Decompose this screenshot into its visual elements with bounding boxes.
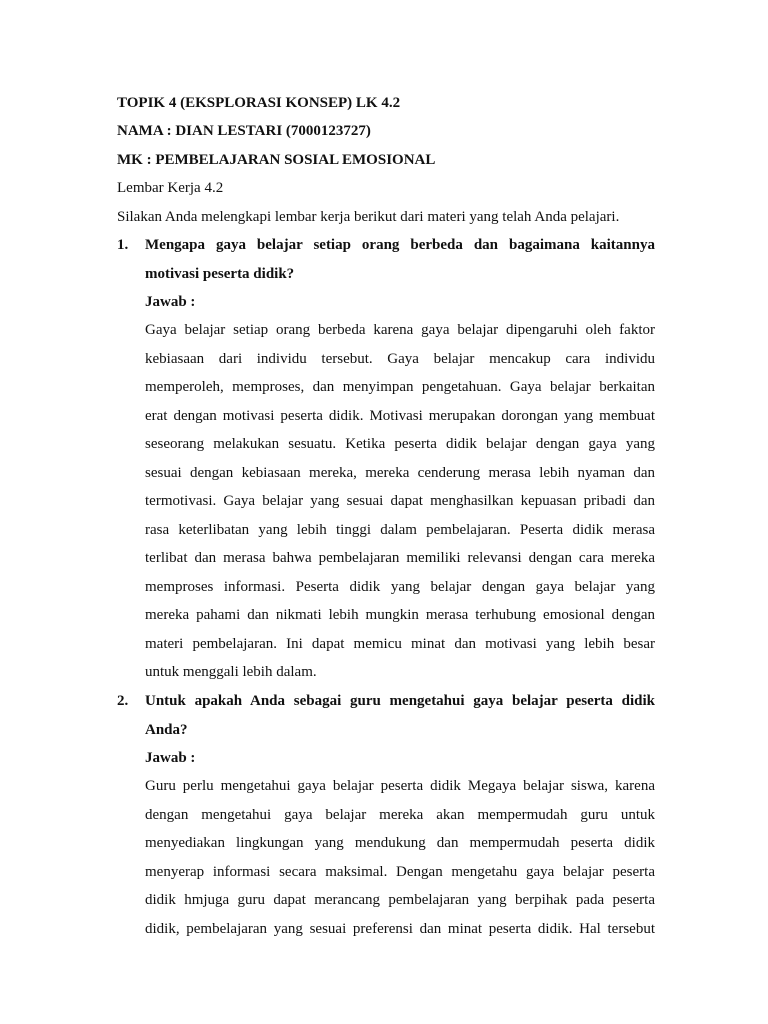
topic-heading: TOPIK 4 (EKSPLORASI KONSEP) LK 4.2 (117, 95, 401, 111)
answer-line: kebiasaan dari individu tersebut. Gaya belajar mencakup cara individu (145, 350, 655, 367)
answer-line: rasa keterlibatan yang lebih tinggi dalam pembelajaran. Peserta didik merasa (145, 521, 655, 538)
answer-line: didik, pembelajaran yang sesuai preferensi dan minat peserta didik. Hal tersebut (145, 920, 655, 937)
answer-line: Gaya belajar setiap orang berbeda karena gaya belajar dipengaruhi oleh faktor (145, 322, 655, 338)
answer-line: seseorang melakukan sesuatu. Ketika peserta didik belajar dengan gaya yang (145, 436, 655, 452)
course-title: MK : PEMBELAJARAN SOSIAL EMOSIONAL (117, 152, 436, 168)
answer-2 (145, 776, 655, 947)
answer-line: didik hmjuga guru dapat merancang pembelajaran yang berpihak pada peserta (145, 892, 655, 908)
worksheet-title: Lembar Kerja 4.2 (117, 180, 224, 196)
answer-line: memproses informasi. Peserta didik yang belajar dengan gaya belajar yang (145, 578, 655, 595)
answer-line: memperoleh, memproses, dan menyimpan pengetahuan. Gaya belajar berkaitan (145, 379, 655, 395)
answer-line: terlibat dan merasa bahwa pembelajaran memiliki relevansi dengan cara mereka (145, 550, 655, 566)
answer-line: untuk menggali lebih dalam. (145, 664, 317, 680)
answer-line: termotivasi. Gaya belajar yang sesuai dapat menghasilkan kepuasan pribadi dan (145, 493, 655, 509)
question-number-1: 1. (117, 237, 129, 253)
instruction-text: Silakan Anda melengkapi lembar kerja berikut dari materi yang telah Anda pelajari. (117, 209, 620, 225)
question-line: motivasi peserta didik? (145, 265, 295, 282)
question-line: Untuk apakah Anda sebagai guru mengetahui gaya belajar peserta didik (145, 693, 655, 709)
question-1 (145, 235, 655, 292)
student-name: NAMA : DIAN LESTARI (7000123727) (117, 123, 371, 139)
question-line: Mengapa gaya belajar setiap orang berbeda dan bagaimana kaitannya (145, 237, 655, 253)
answer-line: menyerap informasi secara maksimal. Dengan mengetahu gaya belajar peserta (145, 863, 655, 880)
answer-line: erat dengan motivasi peserta didik. Motivasi merupakan dorongan yang membuat (145, 407, 655, 424)
answer-line: menyediakan lingkungan yang mendukung dan mempermudah peserta didik (145, 835, 655, 851)
question-number-2: 2. (117, 693, 129, 709)
answer-line: Guru perlu mengetahui gaya belajar peserta didik Megaya belajar siswa, karena (145, 778, 655, 794)
answer-line: materi pembelajaran. Ini dapat memicu minat dan motivasi yang lebih besar (145, 635, 655, 652)
answer-label-1: Jawab : (145, 294, 196, 310)
answer-1 (145, 320, 655, 691)
question-2 (145, 691, 655, 748)
question-line: Anda? (145, 721, 188, 738)
answer-label-2: Jawab : (145, 750, 196, 766)
answer-line: mereka pahami dan nikmati lebih mungkin merasa terhubung emosional dengan (145, 607, 655, 623)
answer-line: dengan mengetahui gaya belajar mereka akan mempermudah guru untuk (145, 806, 655, 823)
answer-line: sesuai dengan kebiasaan mereka, mereka cenderung merasa lebih nyaman dan (145, 464, 655, 481)
